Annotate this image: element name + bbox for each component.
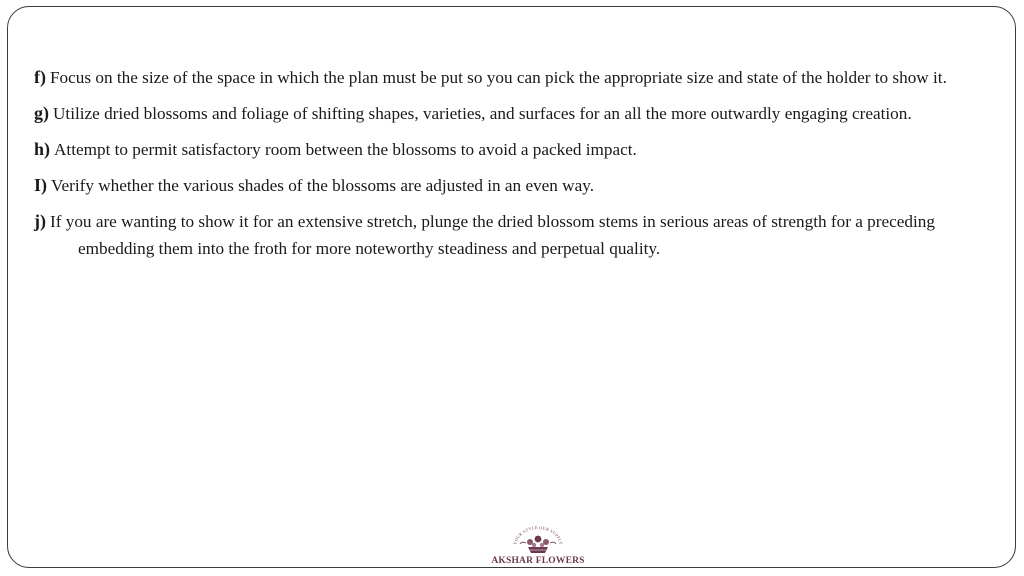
item-text: Utilize dried blossoms and foliage of shifting shapes, varieties, and surfaces for an all the more outwardly engaging creation.	[53, 104, 912, 123]
list-item	[34, 100, 1004, 127]
item-marker: j)	[34, 211, 46, 231]
item-text: Verify whether the various shades of the blossoms are adjusted in an even way.	[51, 176, 594, 195]
item-marker: f)	[34, 67, 46, 87]
item-text: Focus on the size of the space in which the plan must be put so you can pick the appropriate size and state of the holder to show it.	[50, 68, 947, 87]
bullet-list	[34, 64, 1004, 271]
slide-frame	[7, 6, 1016, 568]
company-logo	[485, 525, 591, 571]
item-text: If you are wanting to show it for an extensive stretch, plunge the dried blossom stems in serious areas of strength for a preceding embedding them into the froth for more noteworthy steadiness and perpetual quality.	[50, 212, 935, 258]
logo-name: AKSHAR FLOWERS	[491, 556, 585, 566]
item-marker: h)	[34, 139, 51, 159]
list-item	[34, 208, 1004, 262]
item-text: Attempt to permit satisfactory room between the blossoms to avoid a packed impact.	[54, 140, 637, 159]
list-item	[34, 172, 1004, 199]
logo-tagline: YOUR STYLE OUR SUPPLY	[512, 525, 564, 546]
list-item	[34, 64, 1004, 91]
flower-basket-logo-icon	[508, 525, 568, 555]
list-item	[34, 136, 1004, 163]
item-marker: g)	[34, 103, 49, 123]
item-marker: I)	[34, 175, 47, 195]
